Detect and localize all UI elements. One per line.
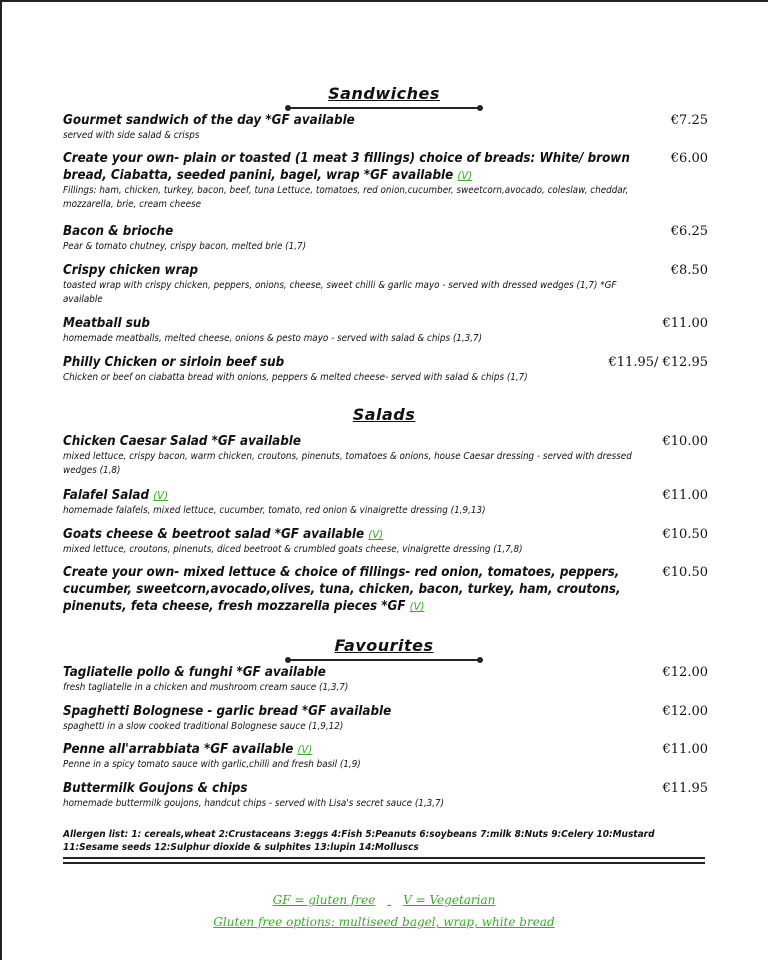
item-description: homemade buttermilk goujons, handcut chips - served with Lisa's secret sauce (1,3,7) — [63, 798, 445, 809]
item-description: homemade falafels, mixed lettuce, cucumber, tomato, red onion & vinaigrette dressing (1,9,13) — [63, 505, 486, 516]
item-price: €12.00 — [662, 665, 708, 680]
item-price: €10.00 — [662, 434, 708, 449]
item-name — [63, 150, 744, 184]
item-name: Tagliatelle pollo & funghi *GF available — [63, 665, 326, 680]
item-price: €11.00 — [662, 488, 708, 503]
legend-gluten-free: GF = gluten free — [272, 893, 376, 907]
item-price: €7.25 — [670, 113, 708, 128]
item-name — [63, 487, 744, 504]
vegetarian-badge: (V) — [297, 743, 313, 756]
gluten-free-options: Gluten free options: multiseed bagel, wrap, white bread — [213, 915, 555, 929]
menu-item — [63, 487, 708, 518]
item-name-text: Create your own- mixed lettuce & choice of fillings- red onion, tomatoes, peppers, cucumber, sweetcorn,avocado,olives, tuna, chicken, bacon, turkey, ham, croutons, pinenuts, feta cheese, fresh mozzarella pieces *GF — [63, 565, 621, 614]
item-price: €12.00 — [662, 704, 708, 719]
menu-item — [63, 703, 708, 734]
footer-divider — [63, 857, 705, 864]
item-description: homemade meatballs, melted cheese, onions & pesto mayo - served with salad & chips (1,3,7) — [63, 333, 483, 344]
item-description: toasted wrap with crispy chicken, peppers, onions, cheese, sweet chilli & garlic mayo - served with dressed wedges (1,7) *GF available — [63, 280, 617, 305]
item-description: spaghetti in a slow cooked traditional Bolognese sauce (1,9,12) — [63, 721, 344, 732]
item-description: Pear & tomato chutney, crispy bacon, melted brie (1,7) — [63, 241, 307, 252]
item-price: €6.25 — [670, 224, 708, 239]
item-price: €11.95/ €12.95 — [608, 355, 708, 370]
item-name: Spaghetti Bolognese - garlic bread *GF available — [63, 704, 392, 719]
menu-item — [63, 780, 708, 811]
menu-item — [63, 223, 708, 254]
item-description: served with side salad & crisps — [63, 130, 200, 141]
menu-item — [63, 564, 708, 615]
item-price: €11.00 — [662, 742, 708, 757]
section-divider — [288, 107, 480, 109]
item-name: Chicken Caesar Salad *GF available — [63, 434, 301, 449]
item-name — [63, 741, 744, 758]
allergen-list: Allergen list: 1: cereals,wheat 2:Crustaceans 3:eggs 4:Fish 5:Peanuts 6:soybeans 7:milk 8:Nuts 9:Celery 10:Mustard 11:Sesame seeds 12:Sulphur dioxide & sulphites 13:lupin 14:Molluscs — [63, 829, 655, 853]
item-name-text: Penne all'arrabbiata *GF available — [63, 742, 294, 757]
item-price: €11.00 — [662, 316, 708, 331]
vegetarian-badge: (V) — [153, 489, 169, 502]
menu-item — [63, 150, 708, 212]
section-title-salads: Salads — [352, 405, 416, 424]
section-title-sandwiches: Sandwiches — [328, 84, 440, 103]
item-description: fresh tagliatelle in a chicken and mushroom cream sauce (1,3,7) — [63, 682, 349, 693]
item-description: mixed lettuce, crispy bacon, warm chicken, croutons, pinenuts, tomatoes & onions, house Caesar dressing - served with dressed wedges (1,8) — [63, 451, 632, 476]
item-name — [63, 526, 744, 543]
vegetarian-badge: (V) — [457, 169, 473, 182]
section-divider — [288, 659, 480, 661]
item-description: Chicken or beef on ciabatta bread with onions, peppers & melted cheese- served with salad & chips (1,7) — [63, 372, 528, 383]
legend-line — [0, 893, 768, 907]
item-description: mixed lettuce, croutons, pinenuts, diced beetroot & crumbled goats cheese, vinaigrette dressing (1,7,8) — [63, 544, 523, 555]
item-name-text: Create your own- plain or toasted (1 meat 3 fillings) choice of breads: White/ brown bread, Ciabatta, seeded panini, bagel, wrap *GF available — [63, 151, 630, 183]
vegetarian-badge: (V) — [409, 600, 425, 613]
menu-item — [63, 315, 708, 346]
item-price: €10.50 — [662, 527, 708, 542]
item-name: Gourmet sandwich of the day *GF available — [63, 113, 355, 128]
item-price: €10.50 — [662, 565, 708, 580]
item-price: €6.00 — [670, 151, 708, 166]
menu-item — [63, 354, 708, 385]
menu-item — [63, 526, 708, 557]
item-name: Buttermilk Goujons & chips — [63, 781, 248, 796]
item-name-text: Goats cheese & beetroot salad *GF available — [63, 527, 365, 542]
item-name: Bacon & brioche — [63, 224, 174, 239]
menu-item — [63, 664, 708, 695]
item-name: Crispy chicken wrap — [63, 263, 199, 278]
item-name: Philly Chicken or sirloin beef sub — [63, 355, 285, 370]
menu-item — [63, 112, 708, 143]
item-price: €11.95 — [662, 781, 708, 796]
item-name — [63, 564, 744, 615]
menu-item — [63, 433, 708, 478]
item-description: Fillings: ham, chicken, turkey, bacon, beef, tuna Lettuce, tomatoes, red onion,cucumber, sweetcorn,avocado, coleslaw, cheddar, mozzarella, brie, cream cheese — [63, 185, 629, 210]
section-title-favourites: Favourites — [334, 636, 434, 655]
menu-item — [63, 741, 708, 772]
item-name-text: Falafel Salad — [63, 488, 150, 503]
item-price: €8.50 — [670, 263, 708, 278]
legend-vegetarian: V = Vegetarian — [403, 893, 496, 907]
menu-item — [63, 262, 708, 307]
item-name: Meatball sub — [63, 316, 150, 331]
item-description: Penne in a spicy tomato sauce with garlic,chilli and fresh basil (1,9) — [63, 759, 361, 770]
vegetarian-badge: (V) — [368, 528, 384, 541]
